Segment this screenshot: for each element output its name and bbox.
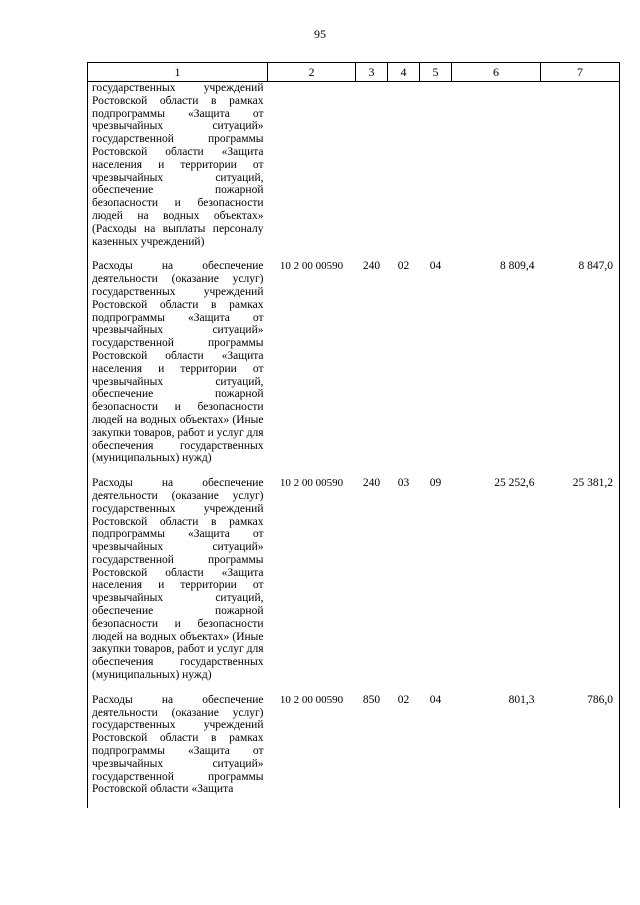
table-header-row <box>88 63 620 82</box>
row-amount-1: 25 252,6 <box>494 477 535 490</box>
row-target-code: 10 2 00 00590 <box>279 260 344 273</box>
row-amount-1 <box>452 82 541 261</box>
row-target-code <box>268 82 356 261</box>
row-amount-2: 786,0 <box>541 694 620 808</box>
row-amount-1: 801,3 <box>508 693 535 706</box>
row-subsection: 04 <box>429 260 442 273</box>
header-col-7: 7 <box>541 63 620 82</box>
budget-table-container <box>87 62 613 808</box>
header-col-2: 2 <box>268 63 356 82</box>
table-row <box>88 82 620 261</box>
row-amount-1: 8 809,4 <box>500 260 535 273</box>
budget-table <box>87 62 620 808</box>
row-amount-2 <box>541 82 620 261</box>
header-col-4: 4 <box>388 63 420 82</box>
row-expense-type: 240 <box>362 477 381 490</box>
row-description: государственных учреждений Ростовской области в рамках подпрограммы «Защита от чрезвычайных ситуаций» государственной программы Ростовской области «Защита населения и территории от чрезвычайных ситуаций, обеспечение пожарной безопасности и безопасности людей на водных объектах» (Расходы на выплаты персоналу казенных учреждений) <box>88 82 268 261</box>
row-section <box>388 82 420 261</box>
row-subsection: 04 <box>429 693 442 706</box>
row-expense-type: 240 <box>362 260 381 273</box>
row-expense-type: 850 <box>362 693 381 706</box>
header-col-3: 3 <box>356 63 388 82</box>
table-row <box>88 477 620 694</box>
row-amount-2: 25 381,2 <box>541 477 620 694</box>
table-row <box>88 694 620 808</box>
row-target-code: 10 2 00 00590 <box>279 693 344 706</box>
row-subsection: 09 <box>429 477 442 490</box>
row-description: Расходы на обеспечение деятельности (оказание услуг) государственных учреждений Ростовской области в рамках подпрограммы «Защита от чрезвычайных ситуаций» государственной программы Ростовской области «Защита населения и территории от чрезвычайных ситуаций, обеспечение пожарной безопасности и безопасности людей на водных объектах» (Иные закупки товаров, работ и услуг для обеспечения государственных (муниципальных) нужд) <box>88 477 268 694</box>
row-section: 02 <box>397 693 410 706</box>
row-expense-type <box>356 82 388 261</box>
header-col-1: 1 <box>88 63 268 82</box>
row-section: 02 <box>397 260 410 273</box>
row-target-code: 10 2 00 00590 <box>279 477 344 490</box>
row-amount-2: 8 847,0 <box>541 260 620 477</box>
header-col-5: 5 <box>420 63 452 82</box>
row-description: Расходы на обеспечение деятельности (оказание услуг) государственных учреждений Ростовской области в рамках подпрограммы «Защита от чрезвычайных ситуаций» государственной программы Ростовской области «Защита <box>88 694 268 808</box>
row-section: 03 <box>397 477 410 490</box>
page-number: 95 <box>314 27 326 41</box>
row-subsection <box>420 82 452 261</box>
row-description: Расходы на обеспечение деятельности (оказание услуг) государственных учреждений Ростовской области в рамках подпрограммы «Защита от чрезвычайных ситуаций» государственной программы Ростовской области «Защита населения и территории от чрезвычайных ситуаций, обеспечение пожарной безопасности и безопасности людей на водных объектах» (Иные закупки товаров, работ и услуг для обеспечения государственных (муниципальных) нужд) <box>88 260 268 477</box>
header-col-6: 6 <box>452 63 541 82</box>
table-row <box>88 260 620 477</box>
